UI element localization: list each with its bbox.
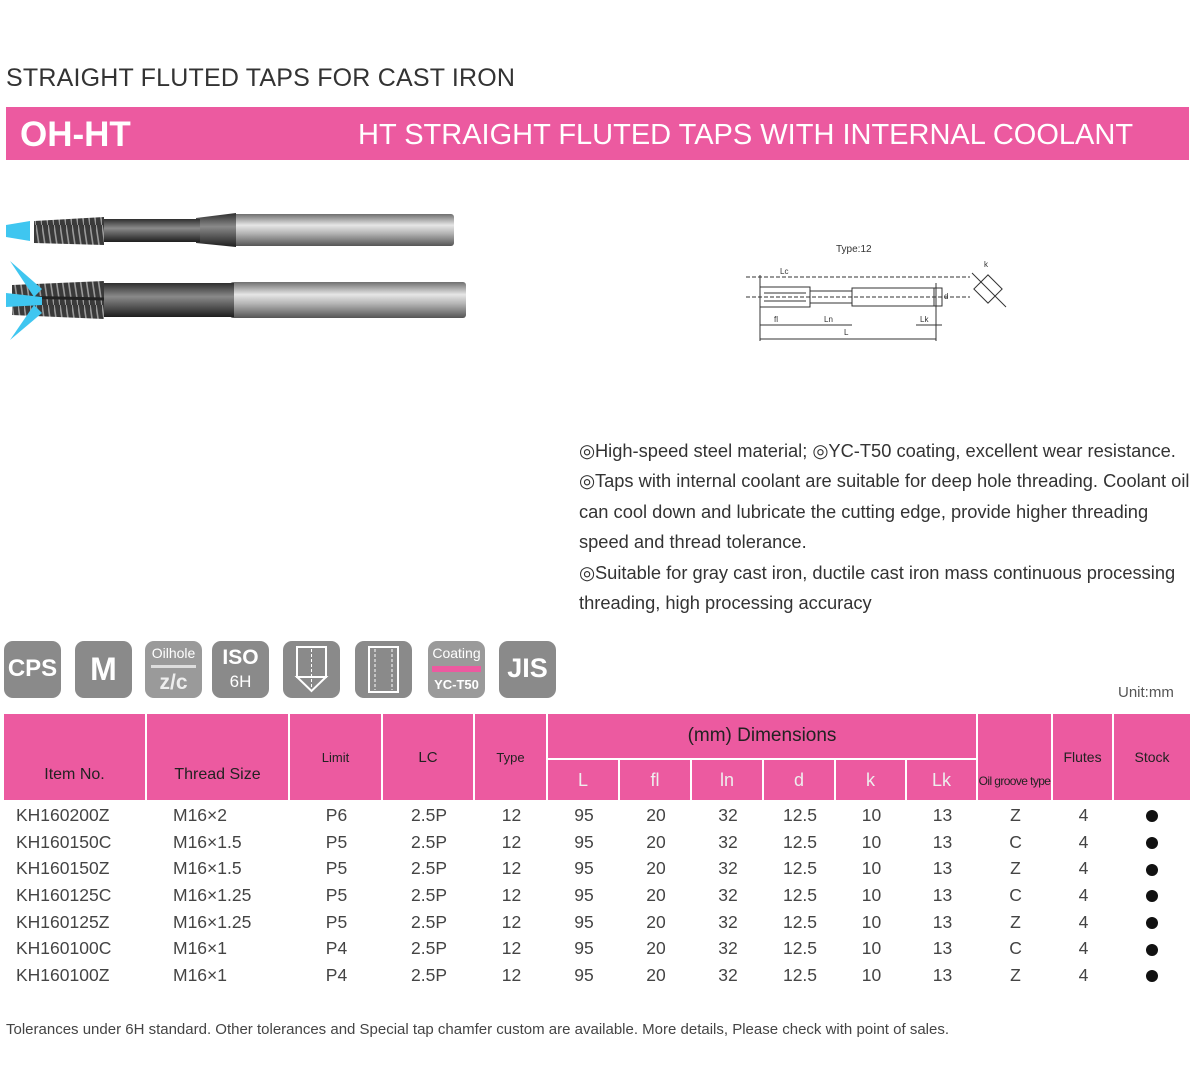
tap-2 (6, 261, 466, 340)
table-cell: 10 (861, 938, 882, 959)
table-cell: 4 (1078, 964, 1089, 985)
cps-icon: CPS (4, 641, 61, 698)
table-cell: M16×2 (173, 804, 227, 825)
table-cell: 32 (718, 911, 738, 932)
in-stock-dot-icon (1146, 944, 1158, 956)
feature-list (579, 436, 1199, 618)
table-cell: 95 (574, 804, 594, 825)
table-cell: 20 (646, 938, 666, 959)
table-cell: 12.5 (782, 858, 818, 879)
stock-cell (1114, 855, 1190, 882)
diagram-fl: fl (774, 315, 778, 324)
table-cell: P5 (325, 858, 348, 879)
table-cell: 95 (574, 911, 594, 932)
table-cell: 2.5P (411, 911, 447, 932)
header-lc: LC (383, 714, 475, 802)
product-banner (6, 107, 1189, 160)
table-cell: KH160100C (16, 938, 112, 959)
table-cell: 10 (861, 884, 882, 905)
table-cell: 13 (932, 884, 953, 905)
header-L: L (548, 760, 620, 802)
header-limit: Limit (290, 714, 383, 802)
table-cell: KH160125C (16, 884, 112, 905)
table-cell: P4 (325, 964, 348, 985)
table-cell: 12 (501, 831, 522, 852)
in-stock-dot-icon (1146, 917, 1158, 929)
table-cell: 12.5 (782, 911, 818, 932)
table-cell: 20 (646, 804, 666, 825)
table-cell: 2.5P (411, 858, 447, 879)
table-cell: C (1009, 938, 1022, 959)
stock-cell (1114, 829, 1190, 856)
diagram-type-label: Type:12 (836, 244, 872, 255)
table-cell: 32 (718, 884, 738, 905)
table-cell: 12 (501, 804, 522, 825)
table-cell: 20 (646, 911, 666, 932)
table-cell: 12 (501, 911, 522, 932)
diagram-k: k (984, 260, 988, 269)
table-cell: 12.5 (782, 884, 818, 905)
table-cell: 32 (718, 831, 738, 852)
header-fl: fl (620, 760, 692, 802)
table-cell: KH160100Z (16, 964, 110, 985)
table-cell: 13 (932, 938, 953, 959)
table-cell: 10 (861, 964, 882, 985)
footnote: Tolerances under 6H standard. Other tolerances and Special tap chamfer custom are available. More details, Please check with point of sales. (6, 1021, 950, 1038)
table-cell: 20 (646, 884, 666, 905)
oilhole-icon: Oilhole z/c (145, 641, 202, 698)
feature-1: ◎High-speed steel material; ◎YC-T50 coating, excellent wear resistance. (579, 440, 1176, 461)
table-row (4, 935, 1190, 962)
table-cell: 10 (861, 804, 882, 825)
table-cell: M16×1.25 (173, 884, 252, 905)
table-cell: 95 (574, 964, 594, 985)
table-cell: 12 (501, 858, 522, 879)
diagram-ln: Ln (824, 315, 833, 324)
table-cell: 95 (574, 831, 594, 852)
diagram-d: d (944, 292, 949, 301)
metric-thread-icon: M (75, 641, 132, 698)
header-dimensions: (mm) Dimensions (548, 714, 978, 760)
spec-table (4, 714, 1190, 989)
table-cell: P4 (325, 938, 348, 959)
table-row (4, 962, 1190, 989)
header-k: k (836, 760, 907, 802)
table-row (4, 909, 1190, 936)
table-cell: P5 (325, 831, 348, 852)
table-cell: 12.5 (782, 804, 818, 825)
diagram-lk: Lk (920, 315, 929, 324)
table-cell: 13 (932, 964, 953, 985)
table-cell: P5 (325, 884, 348, 905)
header-d: d (764, 760, 836, 802)
table-cell: M16×1 (173, 938, 227, 959)
stock-cell (1114, 909, 1190, 936)
table-cell: 4 (1078, 804, 1089, 825)
table-cell: 95 (574, 858, 594, 879)
table-cell: 32 (718, 858, 738, 879)
jis-icon: JIS (499, 641, 556, 698)
table-cell: 10 (861, 858, 882, 879)
iso-6h-icon: ISO 6H (212, 641, 269, 698)
in-stock-dot-icon (1146, 864, 1158, 876)
table-cell: 13 (932, 858, 953, 879)
table-cell: 12 (501, 938, 522, 959)
feature-2: ◎Taps with internal coolant are suitable for deep hole threading. Coolant oil can cool down and lubricate the cutting edge, provide higher threading speed and thread tolerance. (579, 470, 1190, 553)
table-cell: 32 (718, 804, 738, 825)
table-cell: M16×1.25 (173, 911, 252, 932)
table-cell: 4 (1078, 858, 1089, 879)
table-cell: C (1009, 884, 1022, 905)
table-cell: 12.5 (782, 831, 818, 852)
table-cell: 20 (646, 964, 666, 985)
unit-label: Unit:mm (1118, 684, 1174, 701)
header-stock: Stock (1114, 714, 1190, 802)
table-cell: KH160200Z (16, 804, 110, 825)
table-cell: C (1009, 831, 1022, 852)
table-cell: 13 (932, 831, 953, 852)
table-cell: 2.5P (411, 804, 447, 825)
table-cell: 2.5P (411, 884, 447, 905)
table-cell: M16×1 (173, 964, 227, 985)
table-cell: 32 (718, 938, 738, 959)
table-cell: M16×1.5 (173, 858, 242, 879)
table-cell: KH160150Z (16, 858, 110, 879)
product-code: OH-HT (20, 115, 131, 154)
tap-1 (6, 213, 454, 247)
stock-cell (1114, 935, 1190, 962)
table-cell: 20 (646, 831, 666, 852)
table-cell: 12 (501, 964, 522, 985)
table-cell: M16×1.5 (173, 831, 242, 852)
table-cell: 95 (574, 938, 594, 959)
in-stock-dot-icon (1146, 810, 1158, 822)
table-row (4, 855, 1190, 882)
in-stock-dot-icon (1146, 890, 1158, 902)
table-row (4, 882, 1190, 909)
category-title: STRAIGHT FLUTED TAPS FOR CAST IRON (6, 64, 516, 92)
table-cell: 32 (718, 964, 738, 985)
tap-dimension-diagram (740, 235, 1030, 345)
table-cell: Z (1010, 804, 1021, 825)
header-oil-groove-type: Oil groove type (978, 714, 1053, 802)
table-cell: 4 (1078, 831, 1089, 852)
feature-3: ◎Suitable for gray cast iron, ductile cast iron mass continuous processing threading, high processing accuracy (579, 561, 1176, 614)
stock-cell (1114, 962, 1190, 989)
table-cell: Z (1010, 858, 1021, 879)
tap-product-image (0, 185, 480, 355)
table-cell: 2.5P (411, 831, 447, 852)
blind-hole-icon (283, 641, 340, 698)
header-ln: ln (692, 760, 764, 802)
table-cell: KH160125Z (16, 911, 110, 932)
table-cell: 4 (1078, 911, 1089, 932)
table-cell: 10 (861, 911, 882, 932)
table-cell: P5 (325, 911, 348, 932)
stock-cell (1114, 882, 1190, 909)
header-item-no: Item No. (4, 714, 147, 802)
table-cell: 12 (501, 884, 522, 905)
table-cell: KH160150C (16, 831, 112, 852)
table-cell: 2.5P (411, 964, 447, 985)
product-subtitle: HT STRAIGHT FLUTED TAPS WITH INTERNAL COOLANT (358, 119, 1134, 151)
table-cell: 20 (646, 858, 666, 879)
header-lk: Lk (907, 760, 978, 802)
table-cell: 95 (574, 884, 594, 905)
table-cell: 2.5P (411, 938, 447, 959)
table-cell: P6 (325, 804, 348, 825)
table-cell: 13 (932, 804, 953, 825)
table-row (4, 829, 1190, 856)
table-row (4, 802, 1190, 829)
diagram-l: L (844, 328, 849, 337)
in-stock-dot-icon (1146, 970, 1158, 982)
through-hole-icon (355, 641, 412, 698)
table-cell: 4 (1078, 884, 1089, 905)
stock-cell (1114, 802, 1190, 829)
table-cell: 4 (1078, 938, 1089, 959)
coating-icon: Coating YC-T50 (428, 641, 485, 698)
diagram-lc: Lc (780, 267, 789, 276)
header-type: Type (475, 714, 548, 802)
table-cell: 10 (861, 831, 882, 852)
header-thread-size: Thread Size (147, 714, 290, 802)
table-cell: Z (1010, 911, 1021, 932)
table-cell: 12.5 (782, 964, 818, 985)
table-cell: 13 (932, 911, 953, 932)
table-cell: 12.5 (782, 938, 818, 959)
header-flutes: Flutes (1053, 714, 1114, 802)
table-cell: Z (1010, 964, 1021, 985)
in-stock-dot-icon (1146, 837, 1158, 849)
